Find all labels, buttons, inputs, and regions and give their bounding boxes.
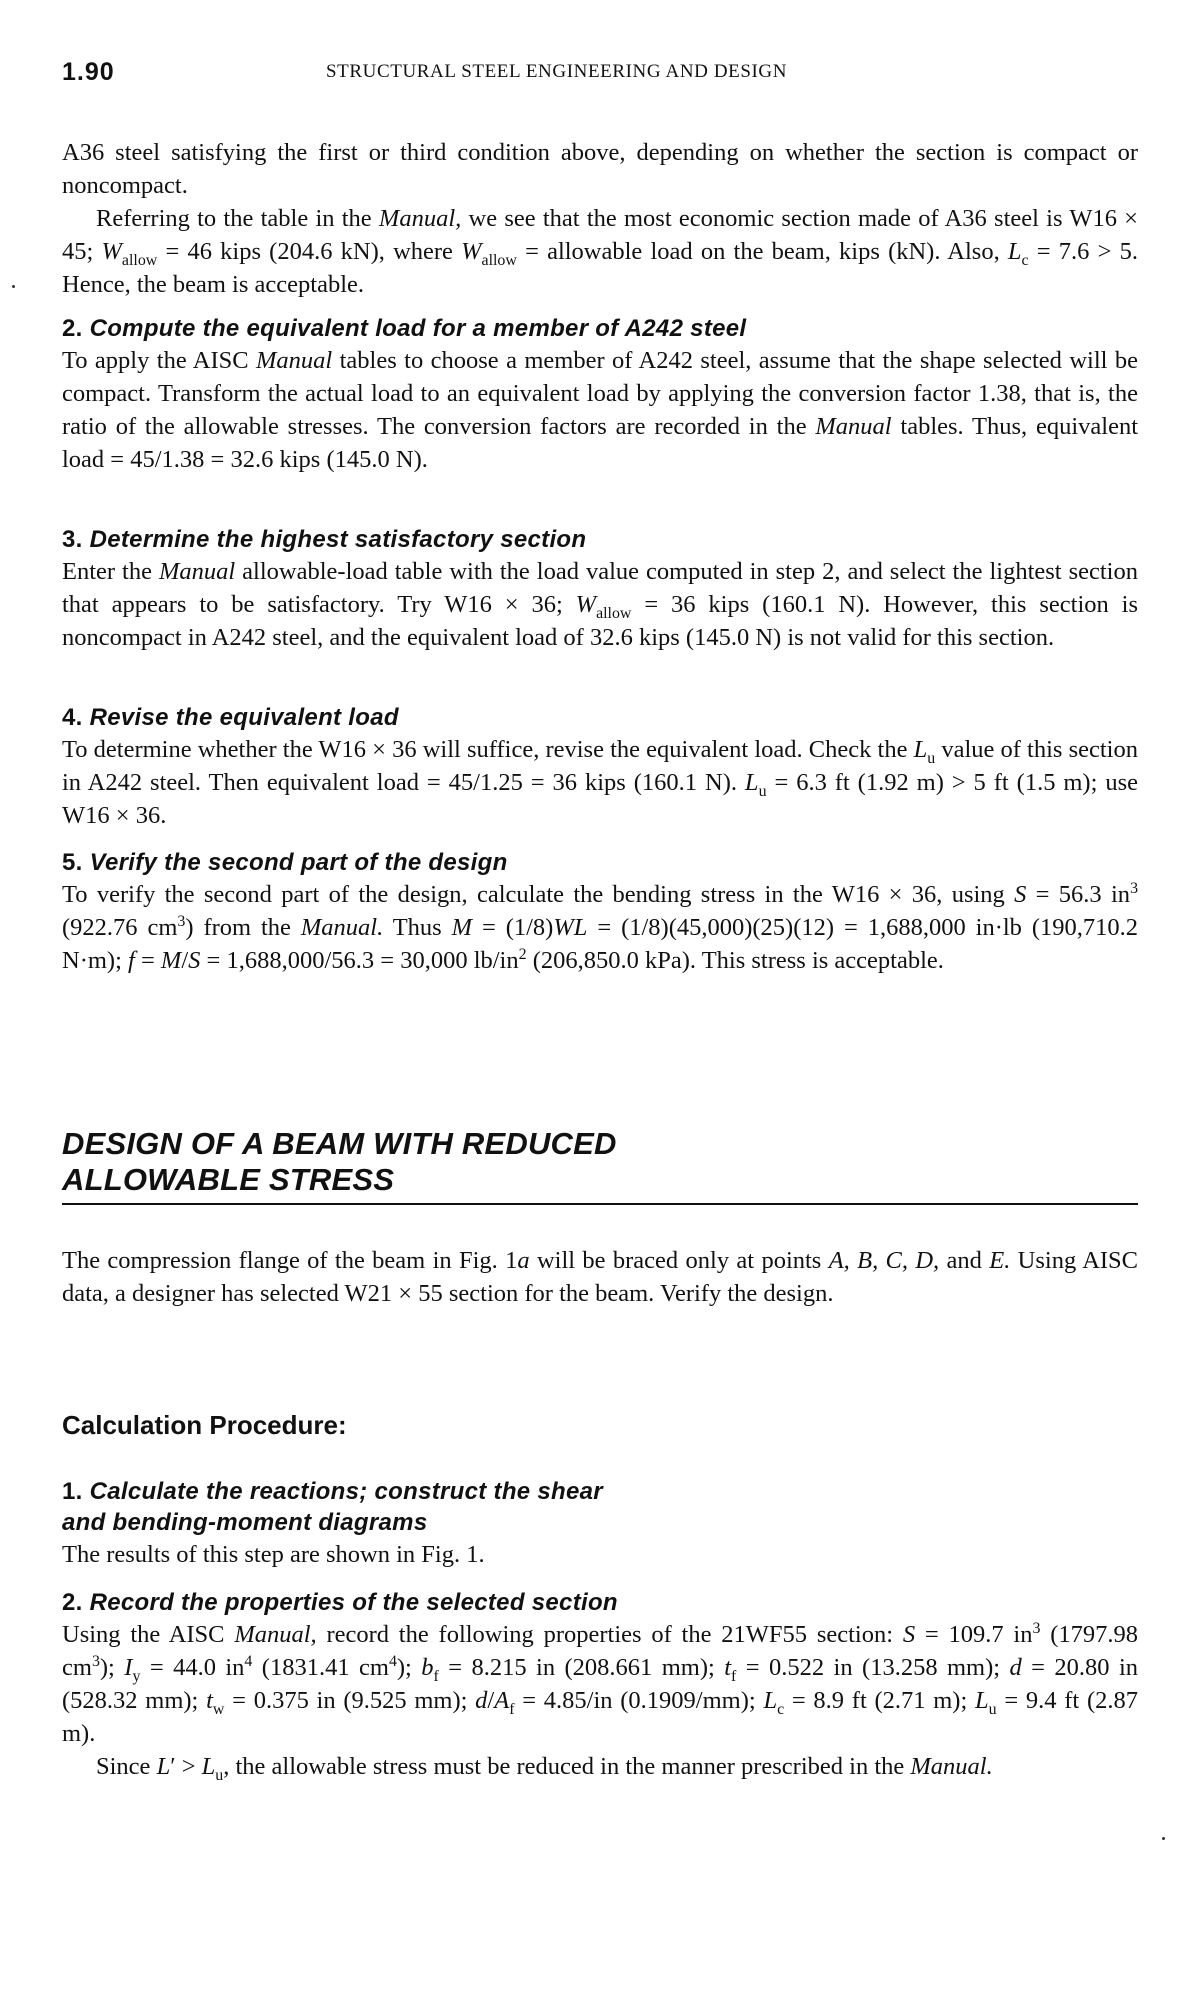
step-4-text: To determine whether the W16 × 36 will suffice, revise the equivalent load. Check the $L_u$ value of this section in A242 steel. Then equivalent load = 45/1.25 = 36 kips (160.1 N). $L_u = 6.3$ ft (1.92 m) > 5 ft (1.5 m); use W16 × 36. (62, 736, 1138, 829)
calc-heading (62, 1410, 1138, 1441)
step-4-heading: 4. Revise the equivalent load (62, 704, 399, 731)
calc-step-1 (62, 1476, 1138, 1571)
page-number: 1.90 (62, 58, 115, 86)
step-3-text: Enter the Manual allowable-load table with the load value computed in step 2, and select the lightest section that appears to be satisfactory. Try W16 × 36; $W_{allow} = 36$ kips (160.1 N). However, this section is noncompact in A242 steel, and the equivalent load of 32.6 kips (145.0 N) is not valid for this section. (62, 558, 1138, 651)
calc-step-1-text: The results of this step are shown in Fig. 1. (62, 1541, 485, 1568)
intro-paragraph-1: A36 steel satisfying the first or third condition above, depending on whether the section is compact or noncompact. (62, 139, 1138, 199)
section-heading (62, 1126, 1138, 1198)
step-2-heading: 2. Compute the equivalent load for a member of A242 steel (62, 315, 747, 342)
step-4 (62, 702, 1138, 832)
section-title-line-2: ALLOWABLE STRESS (62, 1162, 395, 1197)
running-title: STRUCTURAL STEEL ENGINEERING AND DESIGN (326, 61, 788, 82)
step-3 (62, 524, 1138, 654)
step-2-text: To apply the AISC Manual tables to choose a member of A242 steel, assume that the shape selected will be compact. Transform the actual load to an equivalent load by applying the conversion factor 1.38, that is, the ratio of the allowable stresses. The conversion factors are recorded in the Manual tables. Thus, equivalent load = 45/1.38 = 32.6 kips (145.0 N). (62, 347, 1138, 473)
step-2 (62, 313, 1138, 476)
step-5-text: To verify the second part of the design, calculate the bending stress in the W16 × 36, using S = 56.3 $in^3$ (922.76 $cm^3$) from the Manual. Thus M = (1/8)WL = (1/8)(45,000)(25)(12) = 1,688,000 in·lb (190,710.2 N·m); f = M/S = 1,688,000/56.3 = 30,000 $lb/in^2$ (206,850.0 kPa). This stress is acceptable. (62, 879, 1139, 974)
section-title-line-1: DESIGN OF A BEAM WITH REDUCED (62, 1126, 617, 1161)
since-paragraph: Since $L' > L_u$, the allowable stress must be reduced in the manner prescribed in the Manual. (96, 1753, 993, 1784)
scan-speck (12, 285, 15, 288)
intro-paragraph-2: Referring to the table in the Manual, we see that the most economic section made of A36 steel is W16 × 45; $W_{allow} = 46$ kips (204.6 kN), where $W_{allow}$ = allowable load on the beam, kips (kN). Also, $L_c = 7.6 > 5$. Hence, the beam is acceptable. (62, 205, 1138, 298)
intro-block (62, 136, 1138, 301)
section-rule (62, 1203, 1138, 1205)
scan-speck (1162, 1837, 1165, 1840)
calculation-procedure-heading: Calculation Procedure: (62, 1410, 347, 1440)
calc-step-1-heading: 1. Calculate the reactions; construct the shear and bending-moment diagrams (62, 1478, 603, 1536)
calc-step-2-heading: 2. Record the properties of the selected section (62, 1589, 618, 1616)
running-head (62, 58, 1138, 88)
problem-text: The compression flange of the beam in Fig. 1a will be braced only at points A, B, C, D, and E. Using AISC data, a designer has selected W21 × 55 section for the beam. Verify the design. (62, 1247, 1139, 1307)
step-5-heading: 5. Verify the second part of the design (62, 849, 508, 876)
calc-step-2 (62, 1587, 1138, 1783)
step-5 (62, 847, 1138, 977)
step-3-heading: 3. Determine the highest satisfactory section (62, 526, 587, 553)
calc-step-2-text: Using the AISC Manual, record the following properties of the 21WF55 section: S = 109.7 $in^3$ (1797.98 $cm^3$); $I_y = 44.0$ $in^4$ (1831.41 $cm^4$); $b_f = 8.215$ in (208.661 mm); $t_f = 0.522$ in (13.258 mm); d = 20.80 in (528.32 mm); $t_w = 0.375$ in (9.525 mm); $d/A_f = 4.85/in$ (0.1909/mm); $L_c = 8.9$ ft (2.71 m); $L_u = 9.4$ ft (2.87 m). (62, 1619, 1139, 1747)
problem-statement (62, 1244, 1138, 1310)
